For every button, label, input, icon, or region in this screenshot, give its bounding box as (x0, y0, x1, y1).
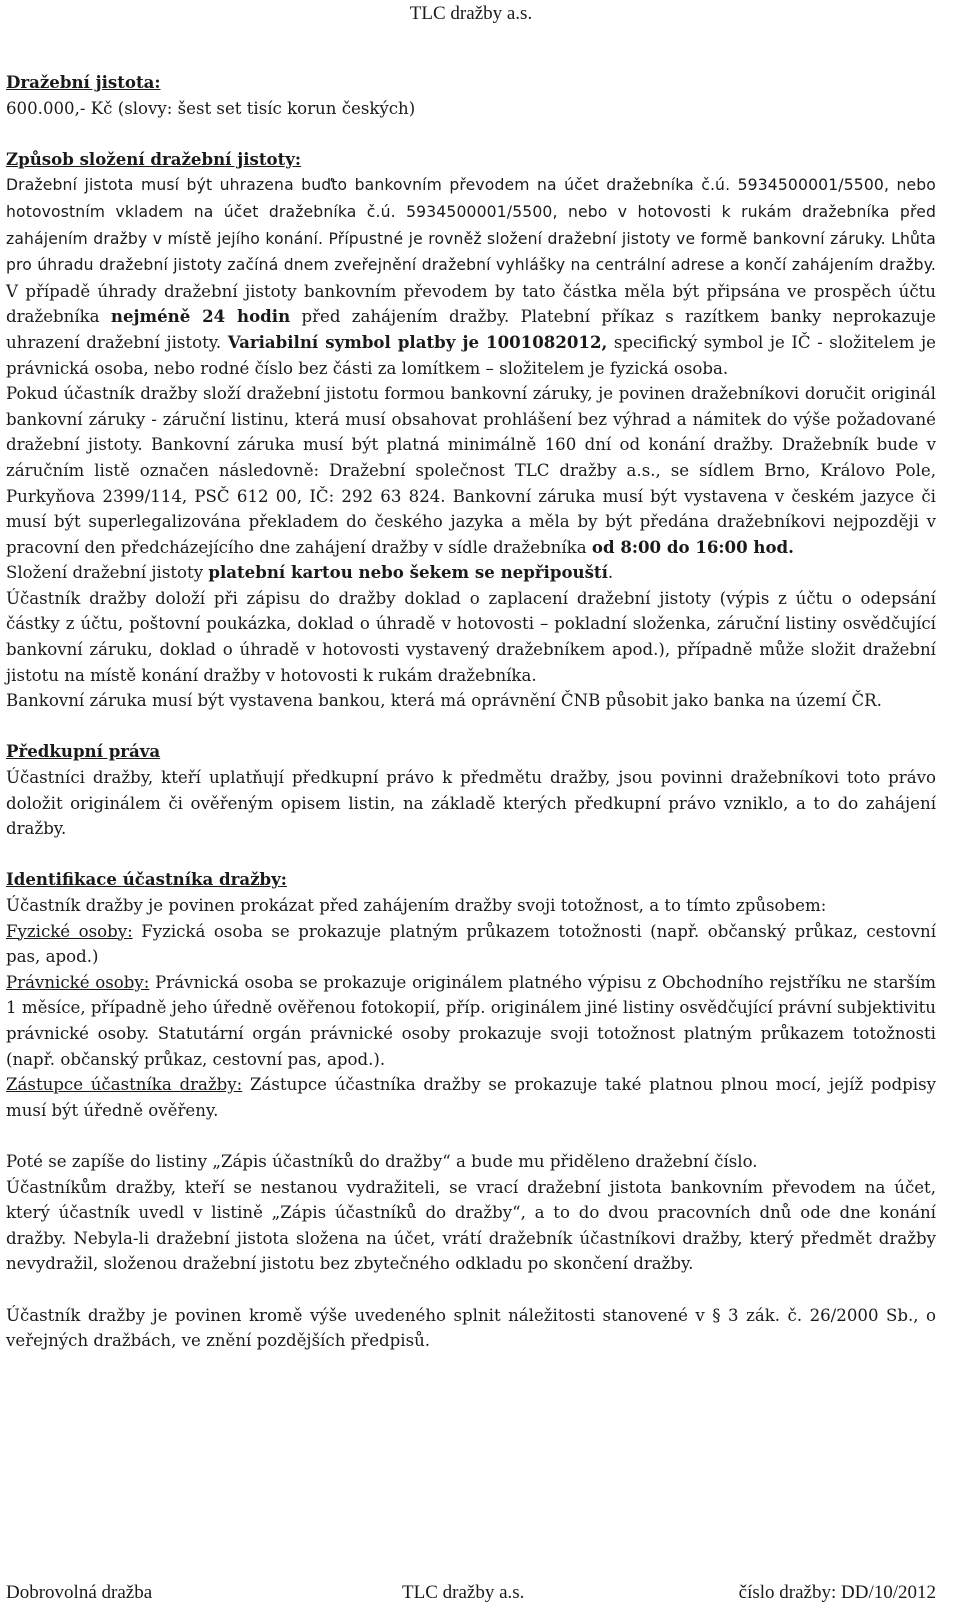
zapis-paragraph-1: Poté se zapíše do listiny „Zápis účastníků do dražby“ a bude mu přiděleno dražební číslo. (6, 1151, 758, 1171)
document-body (6, 70, 936, 1354)
footer-auction-number: číslo dražby: DD/10/2012 (738, 1582, 936, 1603)
zpusob-p3-text-a: Složení dražební jistoty (6, 563, 209, 583)
zpusob-p2-bold-hours: od 8:00 do 16:00 hod. (591, 536, 794, 557)
zpusob-paragraph-5: Bankovní záruka musí být vystavena bankou, která má oprávnění ČNB působit jako banka na území ČR. (6, 691, 882, 711)
pravnicke-text: Právnická osoba se prokazuje originálem platného výpisu z Obchodního rejstříku ne starším 1 měsíce, případně jeho úředně ověřenou fotokopií, příp. originálem jiné listiny osvědčující právní subjektivitu právnické osoby. Statutární orgán právnické osoby prokazuje svoji totožnost platným průkazem totožnosti (např. občanský průkaz, cestovní pas, apod.). (6, 972, 936, 1069)
section-heading-identifikace: Identifikace účastníka dražby: (6, 869, 287, 890)
zpusob-p1-part-a: Dražební jistota musí být uhrazena buďto bankovním převodem na účet dražebníka č.ú. 5934500001/5500, nebo hotovostním vkladem na účet dražebníka č.ú. 5934500001/5500, nebo v hotovosti k rukám dražebníka před zahájením dražby v místě jejího konání. Přípustné je rovněž složení dražební jistoty ve formě bankovní záruky. Lhůta pro úhradu dražební jistoty začíná dnem zveřejnění dražební vyhlášky na centrální adrese a končí zahájením dražby. (6, 176, 936, 275)
zpusob-paragraph-2 (6, 381, 936, 560)
zpusob-p1-bold-deadline: nejméně 24 hodin (110, 306, 291, 327)
jistota-amount: 600.000,- Kč (slovy: šest set tisíc korun českých) (6, 98, 416, 118)
zapis-paragraph-3: Účastník dražby je povinen kromě výše uvedeného splnit náležitosti stanovené v § 3 zák. č. 26/2000 Sb., o veřejných dražbách, ve znění pozdějších předpisů. (6, 1305, 936, 1351)
identifikace-intro: Účastník dražby je povinen prokázat před zahájením dražby svoji totožnost, a to tímto způsobem: (6, 896, 827, 915)
zpusob-p3-bold: platební kartou nebo šekem se nepřipouští (208, 562, 608, 583)
zapis-paragraph-2: Účastníkům dražby, kteří se nestanou vydražiteli, se vrací dražební jistota bankovním převodem na účet, který účastník uvedl v listině „Zápis účastníků do dražby“, a to do dvou pracovních dnů ode dne konání dražby. Nebyla-li dražební jistota složena na účet, vrátí dražebník účastníkovi dražby, který předmět dražby nevydražil, složenou dražební jistotu bez zbytečného odkladu po skončení dražby. (6, 1177, 936, 1274)
predkupni-paragraph: Účastníci dražby, kteří uplatňují předkupní právo k předmětu dražby, jsou povinni dražebníkovi toto právo doložit originálem či ověřeným opisem listin, na základě kterých předkupní právo vzniklo, a to do zahájení dražby. (6, 768, 936, 839)
fyzicke-label: Fyzické osoby: (6, 921, 133, 941)
identifikace-pravnicke (6, 970, 936, 1072)
zastupce-label: Zástupce účastníka dražby: (6, 1075, 243, 1095)
section-heading-jistota: Dražební jistota: (6, 72, 161, 92)
zpusob-p1-part-c: před zahájením dražby. Platební příkaz s razítkem banky neprokazuje uhrazení dražební jistoty. (6, 307, 936, 352)
identifikace-fyzicke (6, 919, 936, 970)
page-header: TLC dražby a.s. (409, 3, 533, 24)
zpusob-paragraph-3 (6, 560, 936, 586)
section-heading-zpusob: Způsob složení dražební jistoty: (6, 148, 302, 169)
page-footer (6, 1582, 936, 1608)
footer-center: TLC dražby a.s. (402, 1582, 525, 1603)
pravnicke-label: Právnické osoby: (6, 972, 150, 992)
fyzicke-text: Fyzická osoba se prokazuje platným průkazem totožnosti (např. občanský průkaz, cestovní pas, apod.) (6, 921, 937, 967)
section-heading-predkupni: Předkupní práva (6, 741, 161, 762)
zpusob-p1-part-d: specifický symbol je IČ - složitelem je právnická osoba, nebo rodné číslo bez části za lomítkem – složitelem je fyzická osoba. (6, 332, 936, 378)
zpusob-paragraph-1 (6, 172, 936, 381)
zpusob-p3-text-b: . (607, 563, 614, 583)
identifikace-zastupce (6, 1072, 936, 1123)
zastupce-text: Zástupce účastníka dražby se prokazuje také platnou plnou mocí, jejíž podpisy musí být úředně ověřeny. (6, 1075, 936, 1120)
zpusob-p1-bold-variable-symbol: Variabilní symbol platby je 1001082012, (227, 331, 608, 352)
footer-left: Dobrovolná dražba (6, 1582, 153, 1603)
zpusob-p2-text: Pokud účastník dražby složí dražební jistotu formou bankovní záruky, je povinen dražebníkovi doručit originál bankovní záruky - záruční listinu, která musí obsahovat prohlášení bez výhrad a námitek do výše požadované dražební jistoty. Bankovní záruka musí být platná minimálně 160 dní od konání dražby. Dražebník bude v záručním listě označen následovně: Dražební společnost TLC dražby a.s., se sídlem Brno, Královo Pole, Purkyňova 2399/114, PSČ 612 00, IČ: 292 63 824. Bankovní záruka musí být vystavena v českém jazyce či musí být superlegalizována překladem do českého jazyka a měla by být předána dražebníkovi nejpozději v pracovní den předcházejícího dne zahájení dražby v sídle dražebníka (6, 384, 936, 557)
zpusob-paragraph-4: Účastník dražby doloží při zápisu do dražby doklad o zaplacení dražební jistoty (výpis z účtu o odepsání částky z účtu, poštovní poukázka, doklad o úhradě v hotovosti – pokladní složenka, záruční listiny osvědčující bankovní záruku, doklad o úhradě v hotovosti vystavený dražebníkem apod.), případně může složit dražební jistotu na místě konání dražby v hotovosti k rukám dražebníka. (6, 588, 936, 685)
zpusob-p1-part-b: V případě úhrady dražební jistoty bankovním převodem by tato částka měla být připsána ve prospěch účtu dražebníka (6, 281, 936, 327)
